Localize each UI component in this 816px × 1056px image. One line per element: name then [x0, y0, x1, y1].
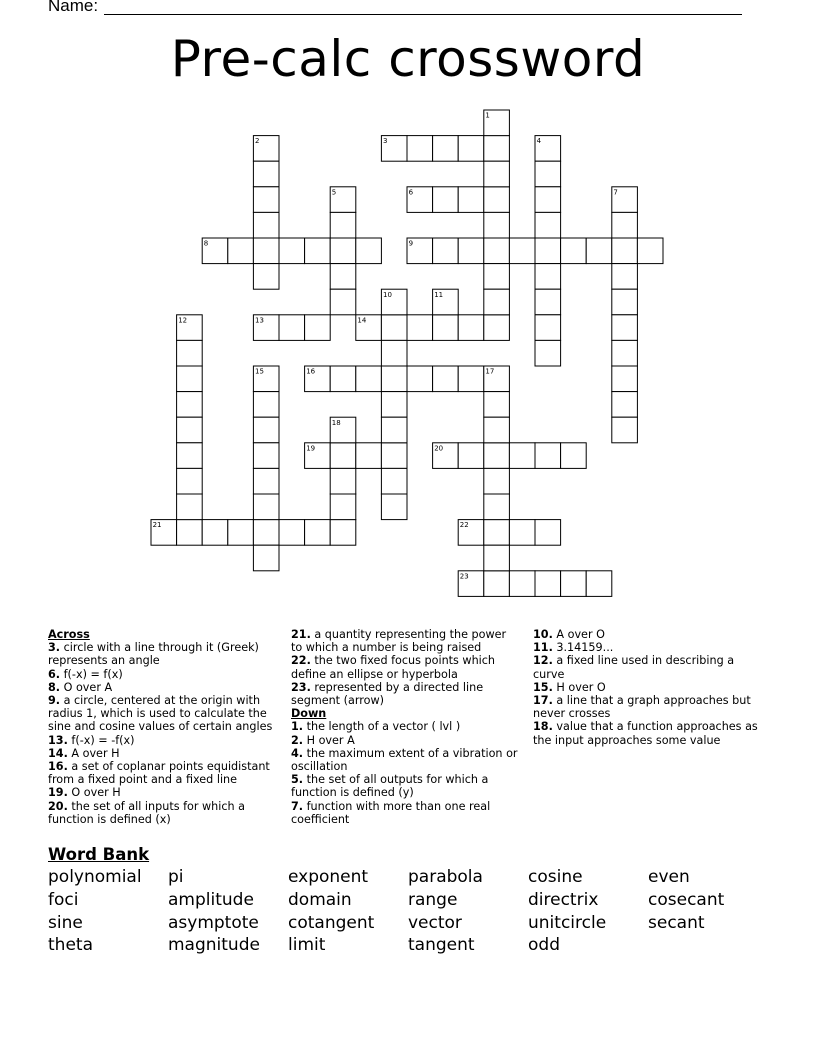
- grid-cell[interactable]: [535, 571, 561, 597]
- clue-num: 2.: [291, 733, 304, 747]
- clue-num: 9.: [48, 694, 61, 708]
- grid-cell[interactable]: [228, 238, 254, 264]
- across-heading: Across: [48, 628, 90, 641]
- clue-num: 10.: [533, 628, 553, 641]
- clue-number: 9: [408, 239, 414, 248]
- word-bank-word: tangent: [408, 935, 475, 956]
- grid-cell[interactable]: [253, 417, 279, 443]
- grid-cell[interactable]: [586, 571, 612, 597]
- grid-cell[interactable]: [253, 187, 279, 213]
- grid-cell[interactable]: [433, 187, 459, 213]
- grid-cell[interactable]: [407, 366, 433, 392]
- clue-text: value that a function approaches as the input approaches some value: [533, 720, 758, 747]
- grid-cell[interactable]: [484, 417, 510, 443]
- clue-text: a line that a graph approaches but never crosses: [533, 694, 751, 721]
- word-bank-word: foci: [48, 889, 79, 910]
- clue-num: 5.: [291, 773, 304, 787]
- word-bank-row: [48, 889, 768, 912]
- word-bank-word: polynomial: [48, 867, 142, 887]
- clue-number: 12: [178, 316, 188, 325]
- grid-cell[interactable]: [253, 545, 279, 571]
- grid-cell[interactable]: [561, 443, 587, 469]
- grid-cell[interactable]: [612, 289, 638, 315]
- grid-cell[interactable]: [177, 340, 203, 366]
- across-clue: [48, 694, 278, 734]
- grid-cell[interactable]: [612, 366, 638, 392]
- word-bank-word: pi: [168, 867, 184, 887]
- clue-text: O over A: [60, 680, 113, 694]
- clue-num: 19.: [48, 786, 68, 800]
- grid-cell[interactable]: [253, 212, 279, 238]
- clue-text: the set of all inputs for which a function is defined (x): [48, 799, 246, 826]
- word-bank-word: vector: [408, 912, 462, 933]
- grid-cell[interactable]: [484, 494, 510, 520]
- grid-cell[interactable]: [356, 443, 382, 469]
- grid-cell[interactable]: [484, 571, 510, 597]
- grid-cell[interactable]: [305, 520, 331, 546]
- across-clue: [48, 668, 278, 681]
- grid-cell[interactable]: [484, 238, 510, 264]
- grid-cell[interactable]: [509, 571, 535, 597]
- grid-cell[interactable]: [458, 136, 484, 162]
- clue-num: 17.: [533, 694, 553, 708]
- clue-text: f(-x) = f(x): [60, 667, 123, 681]
- clue-text: f(-x) = -f(x): [67, 733, 135, 747]
- grid-cell[interactable]: [433, 136, 459, 162]
- clue-num: 23.: [291, 680, 311, 694]
- clue-text: the set of all outputs for which a function is defined (y): [291, 773, 489, 800]
- clue-number: 19: [306, 444, 316, 453]
- across-clue: [48, 747, 278, 760]
- grid-cell[interactable]: [177, 520, 203, 546]
- grid-cell[interactable]: [356, 238, 382, 264]
- across-clue: [291, 681, 519, 707]
- grid-cell[interactable]: [253, 238, 279, 264]
- clue-num: 14.: [48, 746, 68, 760]
- grid-cell[interactable]: [330, 468, 356, 494]
- clue-number: 21: [152, 521, 162, 530]
- grid-cell[interactable]: [202, 520, 228, 546]
- word-bank-row: [48, 912, 768, 935]
- clue-text: a fixed line used in describing a curve: [533, 654, 735, 681]
- grid-cell[interactable]: [177, 366, 203, 392]
- grid-cell[interactable]: [458, 238, 484, 264]
- word-bank-word: secant: [648, 912, 705, 933]
- word-bank-word: unitcircle: [528, 912, 607, 933]
- grid-cell[interactable]: [228, 520, 254, 546]
- clue-text: function with more than one real coefficient: [291, 799, 491, 826]
- down-clue: [291, 734, 519, 747]
- clue-num: 16.: [48, 760, 68, 774]
- clue-num: 13.: [48, 733, 68, 747]
- clue-text: a quantity representing the power to which a number is being raised: [291, 628, 507, 655]
- word-bank-title: Word Bank: [48, 845, 150, 864]
- word-bank-word: cosine: [528, 867, 583, 887]
- grid-cell[interactable]: [458, 443, 484, 469]
- across-clue: [48, 760, 278, 786]
- clue-number: 15: [255, 367, 264, 376]
- grid-cell[interactable]: [253, 443, 279, 469]
- clue-num: 7.: [291, 799, 304, 813]
- down-clue: [533, 681, 765, 694]
- grid-cell[interactable]: [484, 315, 510, 341]
- clue-text: circle with a line through it (Greek) represents an angle: [48, 641, 259, 668]
- clue-number: 10: [383, 290, 392, 299]
- grid-cell[interactable]: [535, 187, 561, 213]
- clue-number: 14: [357, 316, 367, 325]
- clue-num: 6.: [48, 667, 61, 681]
- grid-cell[interactable]: [612, 212, 638, 238]
- clue-num: 12.: [533, 654, 553, 668]
- grid-cell[interactable]: [305, 315, 331, 341]
- grid-cell[interactable]: [330, 520, 356, 546]
- clue-text: a circle, centered at the origin with radius 1, which is used to calculate the sine and cosine values of certain angles: [48, 694, 273, 734]
- grid-cell[interactable]: [177, 417, 203, 443]
- grid-cell[interactable]: [484, 264, 510, 290]
- clue-text: H over O: [552, 680, 606, 694]
- down-clue: [533, 694, 765, 720]
- word-bank-word: magnitude: [168, 935, 260, 956]
- clue-number: 4: [536, 137, 542, 146]
- clue-num: 21.: [291, 628, 311, 641]
- clue-text: the maximum extent of a vibration or oscillation: [291, 746, 518, 774]
- clues-column-2: [291, 628, 519, 826]
- clue-text: 3.14159...: [552, 641, 614, 655]
- clue-num: 3.: [48, 641, 61, 655]
- grid-cell[interactable]: [381, 417, 407, 443]
- clue-number: 23: [459, 572, 469, 581]
- word-bank-row: [48, 934, 768, 957]
- down-clue: [533, 654, 765, 680]
- clue-number: 11: [434, 290, 444, 299]
- grid-cell[interactable]: [535, 161, 561, 187]
- grid-cell[interactable]: [612, 340, 638, 366]
- clue-text: O over H: [67, 786, 121, 800]
- grid-cell[interactable]: [330, 366, 356, 392]
- word-bank-word: odd: [528, 935, 560, 956]
- grid-cell[interactable]: [612, 315, 638, 341]
- word-bank-word: even: [648, 867, 690, 887]
- clue-number: 18: [331, 418, 341, 427]
- word-bank: [48, 866, 768, 957]
- grid-cell[interactable]: [330, 264, 356, 290]
- down-heading: Down: [291, 707, 327, 721]
- word-bank-word: exponent: [288, 867, 369, 887]
- grid-cell[interactable]: [407, 315, 433, 341]
- grid-cell[interactable]: [484, 212, 510, 238]
- word-bank-word: domain: [288, 889, 352, 910]
- word-bank-word: theta: [48, 935, 93, 956]
- grid-cell[interactable]: [381, 315, 407, 341]
- word-bank-word: amplitude: [168, 889, 254, 910]
- clue-num: 18.: [533, 720, 553, 734]
- grid-cell[interactable]: [484, 520, 510, 546]
- grid-cell[interactable]: [509, 520, 535, 546]
- grid-cell[interactable]: [535, 340, 561, 366]
- word-bank-word: limit: [288, 935, 326, 956]
- clue-text: the length of a vector ( lvl ): [303, 720, 461, 734]
- word-bank-word: directrix: [528, 889, 599, 910]
- grid-cell[interactable]: [330, 494, 356, 520]
- word-bank-word: range: [408, 889, 458, 910]
- clue-number: 22: [459, 521, 469, 530]
- across-clue: [48, 786, 278, 799]
- clue-number: 8: [203, 239, 209, 248]
- clue-number: 3: [383, 137, 388, 146]
- grid-cell[interactable]: [484, 545, 510, 571]
- grid-cell[interactable]: [253, 494, 279, 520]
- down-clue: [291, 773, 519, 799]
- word-bank-word: parabola: [408, 867, 483, 887]
- grid-cell[interactable]: [177, 443, 203, 469]
- grid-cell[interactable]: [433, 315, 459, 341]
- clue-num: 8.: [48, 680, 61, 694]
- grid-cell[interactable]: [253, 468, 279, 494]
- down-clue: [291, 747, 519, 773]
- grid-cell[interactable]: [253, 161, 279, 187]
- name-label: Name:: [48, 0, 99, 15]
- grid-cell[interactable]: [484, 136, 510, 162]
- word-bank-word: cosecant: [648, 889, 725, 910]
- page-title: Pre-calc crossword: [170, 30, 646, 88]
- grid-cell[interactable]: [612, 238, 638, 264]
- clue-num: 20.: [48, 799, 68, 813]
- word-bank-word: cotangent: [288, 912, 375, 933]
- grid-cell[interactable]: [458, 187, 484, 213]
- grid-cell[interactable]: [509, 238, 535, 264]
- grid-cell[interactable]: [279, 238, 305, 264]
- grid-cell[interactable]: [330, 212, 356, 238]
- grid-cell[interactable]: [381, 366, 407, 392]
- clue-number: 6: [408, 188, 414, 197]
- clue-number: 17: [485, 367, 495, 376]
- grid-cell[interactable]: [381, 468, 407, 494]
- grid-cell[interactable]: [484, 468, 510, 494]
- across-clue: [48, 641, 278, 667]
- clue-text: A over H: [67, 746, 120, 760]
- grid-cell[interactable]: [586, 238, 612, 264]
- grid-cell[interactable]: [253, 392, 279, 418]
- across-clue: [291, 654, 519, 680]
- grid-cell[interactable]: [484, 187, 510, 213]
- down-clue: [291, 720, 519, 733]
- grid-cell[interactable]: [381, 392, 407, 418]
- clue-text: represented by a directed line segment (arrow): [291, 680, 484, 708]
- grid-cell[interactable]: [612, 417, 638, 443]
- grid-cell[interactable]: [433, 366, 459, 392]
- clue-num: 15.: [533, 680, 553, 694]
- down-clue: [533, 720, 765, 746]
- grid-cell[interactable]: [535, 315, 561, 341]
- clue-number: 20: [434, 444, 444, 453]
- clue-number: 2: [255, 137, 260, 146]
- word-bank-row: [48, 866, 768, 889]
- clue-num: 22.: [291, 654, 311, 668]
- across-clue: [291, 628, 519, 654]
- word-bank-word: sine: [48, 912, 83, 933]
- grid-cell[interactable]: [407, 136, 433, 162]
- grid-cell[interactable]: [535, 238, 561, 264]
- clue-number: 1: [485, 111, 490, 120]
- down-clue: [533, 628, 765, 641]
- grid-cell[interactable]: [484, 161, 510, 187]
- grid-cell[interactable]: [177, 494, 203, 520]
- grid-cell[interactable]: [458, 366, 484, 392]
- grid-cell[interactable]: [612, 264, 638, 290]
- across-clue: [48, 681, 278, 694]
- clue-text: H over A: [303, 733, 355, 747]
- grid-cell[interactable]: [330, 289, 356, 315]
- grid-cell[interactable]: [484, 289, 510, 315]
- down-clue: [533, 641, 765, 654]
- grid-cell[interactable]: [177, 392, 203, 418]
- grid-cell[interactable]: [612, 392, 638, 418]
- clue-num: 4.: [291, 746, 304, 760]
- grid-cell[interactable]: [484, 443, 510, 469]
- across-clue: [48, 800, 278, 826]
- grid-cell[interactable]: [561, 571, 587, 597]
- grid-cell[interactable]: [305, 238, 331, 264]
- grid-cell[interactable]: [433, 238, 459, 264]
- grid-cell[interactable]: [535, 264, 561, 290]
- grid-cell[interactable]: [535, 443, 561, 469]
- grid-cell[interactable]: [279, 520, 305, 546]
- grid-cell[interactable]: [381, 340, 407, 366]
- grid-cell[interactable]: [279, 315, 305, 341]
- clue-num: 11.: [533, 641, 553, 655]
- grid-cell[interactable]: [356, 366, 382, 392]
- down-clue: [291, 800, 519, 826]
- clue-num: 1.: [291, 720, 304, 734]
- clue-number: 5: [331, 188, 337, 197]
- clue-text: the two fixed focus points which define an ellipse or hyperbola: [291, 654, 496, 681]
- grid-cell[interactable]: [509, 443, 535, 469]
- clue-text: a set of coplanar points equidistant from a fixed point and a fixed line: [48, 760, 270, 787]
- grid-cell[interactable]: [484, 392, 510, 418]
- grid-cell[interactable]: [330, 443, 356, 469]
- grid-cell[interactable]: [535, 289, 561, 315]
- grid-cell[interactable]: [177, 468, 203, 494]
- clue-number: 7: [613, 188, 618, 197]
- grid-cell[interactable]: [253, 520, 279, 546]
- grid-cell[interactable]: [381, 443, 407, 469]
- grid-cell[interactable]: [253, 264, 279, 290]
- clue-number: 16: [306, 367, 316, 376]
- grid-cell[interactable]: [561, 238, 587, 264]
- clues-column-3: [533, 628, 765, 747]
- grid-cell[interactable]: [637, 238, 663, 264]
- grid-cell[interactable]: [535, 212, 561, 238]
- clue-text: A over O: [552, 628, 605, 641]
- grid-cell[interactable]: [535, 520, 561, 546]
- across-clue: [48, 734, 278, 747]
- grid-cell[interactable]: [381, 494, 407, 520]
- clues-column-1: [48, 628, 278, 826]
- grid-cell[interactable]: [458, 315, 484, 341]
- word-bank-word: asymptote: [168, 912, 259, 933]
- grid-cell[interactable]: [330, 238, 356, 264]
- clue-number: 13: [255, 316, 264, 325]
